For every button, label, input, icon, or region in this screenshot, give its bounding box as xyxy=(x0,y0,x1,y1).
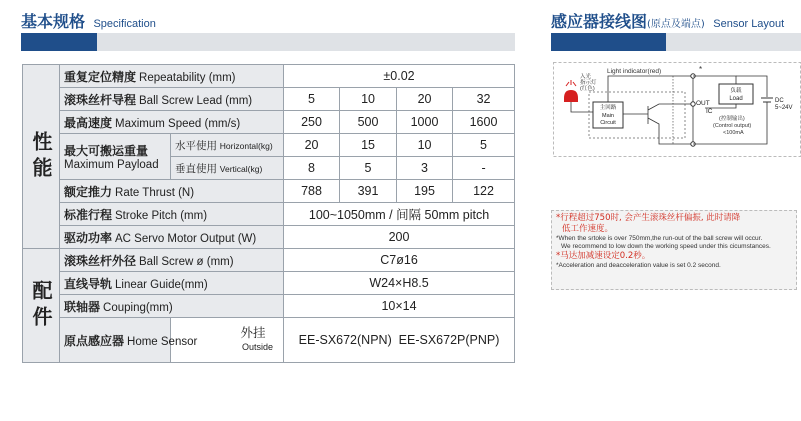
value-speed-2: 500 xyxy=(340,111,397,134)
value-thrust-1: 788 xyxy=(284,180,340,203)
value-speed-3: 1000 xyxy=(397,111,453,134)
lamp-label-1: 入光 xyxy=(580,74,592,80)
control-output-en: (Control output) xyxy=(713,123,752,129)
star-mark: * xyxy=(699,65,703,74)
label-zh: 最大可搬运重量 xyxy=(64,144,149,158)
label-en: Repeatability (mm) xyxy=(139,71,236,84)
value-horizontal-2: 15 xyxy=(340,134,397,157)
label-stroke xyxy=(60,203,284,226)
value-stroke: 100~1050mm / 间隔 50mm pitch xyxy=(284,203,515,226)
label-max-speed xyxy=(60,111,284,134)
value-vertical-3: 3 xyxy=(397,157,453,180)
label-en: Maximum Speed (mm/s) xyxy=(115,117,241,130)
spec-header xyxy=(21,9,515,49)
lamp-label-2: 指示灯 xyxy=(580,80,597,86)
note-accel-zh: *马达加减速设定0.2秒。 xyxy=(556,251,651,261)
label-zh: 滚珠丝杆外径 xyxy=(64,253,137,268)
value-vertical-4: - xyxy=(453,157,515,180)
sensor-title-en: Sensor Layout xyxy=(713,18,785,30)
row-max-speed xyxy=(23,111,515,134)
main-circuit-zh: 主回路 xyxy=(599,105,617,111)
out-label: OUT xyxy=(696,100,710,107)
label-zh: 最高速度 xyxy=(64,115,113,130)
label-zh: 滚珠丝杆导程 xyxy=(64,92,137,107)
value-speed-4: 1600 xyxy=(453,111,515,134)
lamp-label-3: (红色) xyxy=(580,86,595,92)
label-payload xyxy=(60,134,171,180)
row-thrust xyxy=(23,180,515,203)
sensor-header-tab xyxy=(551,33,666,51)
row-guide xyxy=(23,272,515,295)
label-en: Outside xyxy=(241,342,274,352)
spec-title-en: Specification xyxy=(93,18,156,30)
label-zh: 水平使用 xyxy=(175,139,217,152)
sensor-header xyxy=(551,9,801,49)
spec-table xyxy=(22,64,515,363)
label-en: Couping(mm) xyxy=(103,301,173,314)
sensor-header-title xyxy=(551,9,784,32)
label-zh: 原点感应器 xyxy=(64,333,125,348)
row-screw-dia xyxy=(23,249,515,272)
main-circuit-en1: Main xyxy=(602,113,614,119)
sensor-title-zh: 感应器接线图 xyxy=(551,12,648,31)
label-zh: 额定推力 xyxy=(64,184,113,199)
value-lead-3: 20 xyxy=(397,88,453,111)
value-thrust-4: 122 xyxy=(453,180,515,203)
load-en: Load xyxy=(729,96,743,102)
note-stroke-zh: *行程超过750时, 会产生滚珠丝杆偏振, 此时请降 xyxy=(556,213,741,223)
label-en: Rate Thrust (N) xyxy=(115,186,195,199)
row-coupling xyxy=(23,295,515,318)
row-payload-horizontal xyxy=(23,134,515,157)
main-circuit-en2: Circuit xyxy=(600,120,616,126)
row-repeatability xyxy=(23,65,515,88)
label-zh: 联轴器 xyxy=(64,299,101,314)
value-speed-1: 250 xyxy=(284,111,340,134)
value-screw-dia: C7ø16 xyxy=(284,249,515,272)
label-en: AC Servo Motor Output (W) xyxy=(115,232,257,245)
value-horizontal-3: 10 xyxy=(397,134,453,157)
sensor-wiring-diagram xyxy=(553,62,801,157)
value-guide: W24×H8.5 xyxy=(284,272,515,295)
label-en: Maximum Payload xyxy=(64,159,159,171)
label-en: Stroke Pitch (mm) xyxy=(115,209,208,222)
group-config: 配件 xyxy=(23,249,60,363)
label-home-sensor xyxy=(60,318,198,363)
label-zh: 垂直使用 xyxy=(175,162,217,175)
indicator-lamp-icon xyxy=(564,90,578,102)
label-motor xyxy=(60,226,284,249)
value-thrust-2: 391 xyxy=(340,180,397,203)
row-home-sensor xyxy=(23,318,515,363)
value-coupling: 10×14 xyxy=(284,295,515,318)
label-lead xyxy=(60,88,284,111)
label-en: Horizontal(kg) xyxy=(219,140,273,151)
label-en: Ball Screw Lead (mm) xyxy=(139,94,253,107)
value-vertical-2: 5 xyxy=(340,157,397,180)
sensor-title-sub: (原点及端点) xyxy=(647,19,705,30)
value-motor: 200 xyxy=(284,226,515,249)
value-repeatability: ±0.02 xyxy=(284,65,515,88)
spec-header-tab xyxy=(21,33,97,51)
row-lead xyxy=(23,88,515,111)
label-zh: 驱动功率 xyxy=(64,230,113,245)
light-indicator-label: Light indicator(red) xyxy=(607,68,662,75)
value-lead-1: 5 xyxy=(284,88,340,111)
row-stroke xyxy=(23,203,515,226)
label-thrust xyxy=(60,180,284,203)
row-motor xyxy=(23,226,515,249)
note-stroke-zh-2: 低工作速度。 xyxy=(562,224,614,234)
label-guide xyxy=(60,272,284,295)
terminal-out-icon xyxy=(691,102,695,106)
note-stroke-en: *When the srtoke is over 750mm,the run-out of the ball screw will occur. xyxy=(556,235,763,242)
value-lead-4: 32 xyxy=(453,88,515,111)
note-stroke-en-2: We recommend to low down the working speed under this cicumstances. xyxy=(561,243,771,250)
ic-label: IC xyxy=(706,108,713,115)
value-home-sensor: EE-SX672(NPN) EE-SX672P(PNP) xyxy=(284,318,515,363)
label-horizontal xyxy=(171,134,284,157)
label-en: Linear Guide(mm) xyxy=(115,278,208,291)
label-en: Home Sensor xyxy=(127,335,198,348)
label-screw-dia xyxy=(60,249,284,272)
group-performance: 性能 xyxy=(23,65,60,249)
label-zh: 直线导轨 xyxy=(64,276,113,291)
label-zh: 标准行程 xyxy=(64,207,113,222)
note-accel-en: *Acceleration and deacceleration value is set 0.2 second. xyxy=(556,262,721,269)
value-thrust-3: 195 xyxy=(397,180,453,203)
value-lead-2: 10 xyxy=(340,88,397,111)
value-horizontal-4: 5 xyxy=(453,134,515,157)
spec-header-title xyxy=(21,9,156,32)
label-vertical xyxy=(171,157,284,180)
label-en: Vertical(kg) xyxy=(219,163,263,174)
control-output-zh: (控制输出) xyxy=(719,116,745,122)
label-repeatability xyxy=(60,65,284,88)
dc-voltage: 5~24V xyxy=(775,105,793,111)
label-coupling xyxy=(60,295,284,318)
dc-label: DC xyxy=(775,98,784,104)
current-limit: <100mA xyxy=(723,130,744,136)
load-zh: 负载 xyxy=(730,88,742,94)
label-en: Ball Screw ø (mm) xyxy=(139,255,234,268)
label-zh: 外挂 xyxy=(240,325,266,340)
value-vertical-1: 8 xyxy=(284,157,340,180)
value-horizontal-1: 20 xyxy=(284,134,340,157)
notes-box xyxy=(551,210,797,290)
spec-title-zh: 基本规格 xyxy=(21,12,86,31)
label-zh: 重复定位精度 xyxy=(64,69,137,84)
